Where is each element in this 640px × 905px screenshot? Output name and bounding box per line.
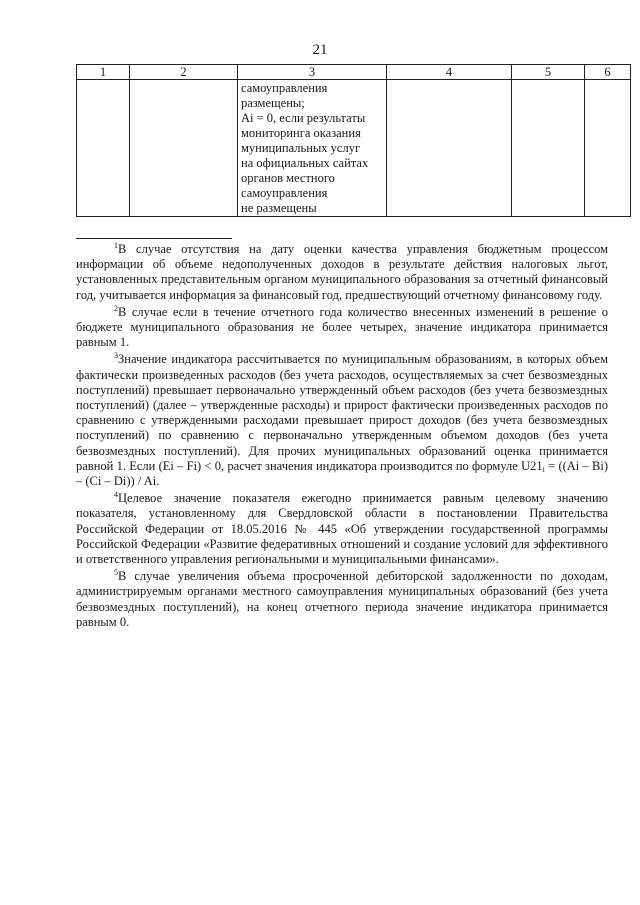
footnotes (76, 242, 608, 632)
formula: $U21_i = ((Ai - Bi) - (Ci - Di)) / Ai$. (76, 458, 609, 489)
footnote-separator (76, 238, 232, 239)
table-cell (585, 80, 631, 217)
footnote-4 (76, 491, 608, 567)
footnote-text: Целевое значение показателя ежегодно принимается равным целевому значению показателя, установленному для Свердловской области в постановлении Правительства Российской Федерации от 18.05.2016 № 445 «Об утверждении государственной программы Российской Федерации «Развитие федеративных отношений и создание условий для эффективного и ответственного управления региональными и муниципальными финансами». (76, 491, 608, 567)
header-cell: 1 (77, 65, 130, 80)
table-cell (512, 80, 585, 217)
footnote-text: Значение индикатора рассчитывается по муниципальным образованиям, в которых объем фактически произведенных расходов (без учета расходов, осуществляемых за счет безвозмездных поступлений) превышает первоначально утвержденный объем расходов (без учета безвозмездных поступлений) (далее – утвержденные расходы) и прирост фактически произведенных расходов по сравнению с утвержденными расходами превышает прирост доходов (без учета безвозмездных поступлений) по сравнению с первоначально утвержденным объемом доходов (без учета безвозмездных поступлений). Для прочих муниципальных образований оценка принимается равной 1. Если (Ei – Fi) < 0, расчет значения индикатора производится по формуле (76, 352, 608, 473)
footnote-1 (76, 242, 608, 303)
header-cell: 2 (130, 65, 238, 80)
table-cell-description: самоуправления размещены; Ai = 0, если результаты мониторинга оказания муниципальных услуг на официальных сайтах органов местного самоуправления не размещены (238, 80, 387, 217)
header-cell: 5 (512, 65, 585, 80)
footnote-text: В случае увеличения объема просроченной дебиторской задолженности по доходам, администрируемым органами местного самоуправления муниципальных образований (без учета безвозмездных поступлений), на конец отчетного периода значение индикатора принимается равным 0. (76, 569, 608, 629)
footnote-mark: 4 (114, 490, 118, 500)
footnote-3 (76, 352, 608, 489)
footnote-mark: 2 (114, 303, 118, 313)
table-row (77, 80, 631, 217)
footnote-2 (76, 305, 608, 351)
footnote-text: В случае отсутствия на дату оценки качества управления бюджетным процессом информации об объеме недополученных доходов в результате действия налоговых льгот, установленных представительным органом муниципального образования за отчетный финансовый год, учитывается информация за финансовый год, предшествующий отчетному финансовому году. (76, 242, 608, 302)
table-cell (387, 80, 512, 217)
page-number: 21 (312, 42, 328, 58)
table-cell (130, 80, 238, 217)
header-cell: 4 (387, 65, 512, 80)
data-table (76, 64, 631, 217)
footnote-mark: 5 (114, 568, 118, 578)
footnote-mark: 1 (114, 241, 118, 250)
footnote-text: В случае если в течение отчетного года количество внесенных изменений в решение о бюджете муниципального образования не более четырех, значение индикатора принимается равным 1. (76, 304, 608, 350)
table-cell (77, 80, 130, 217)
footnote-mark: 3 (114, 351, 118, 361)
footnote-5 (76, 569, 608, 630)
table-header-row (77, 65, 631, 80)
header-cell: 3 (238, 65, 387, 80)
header-cell: 6 (585, 65, 631, 80)
